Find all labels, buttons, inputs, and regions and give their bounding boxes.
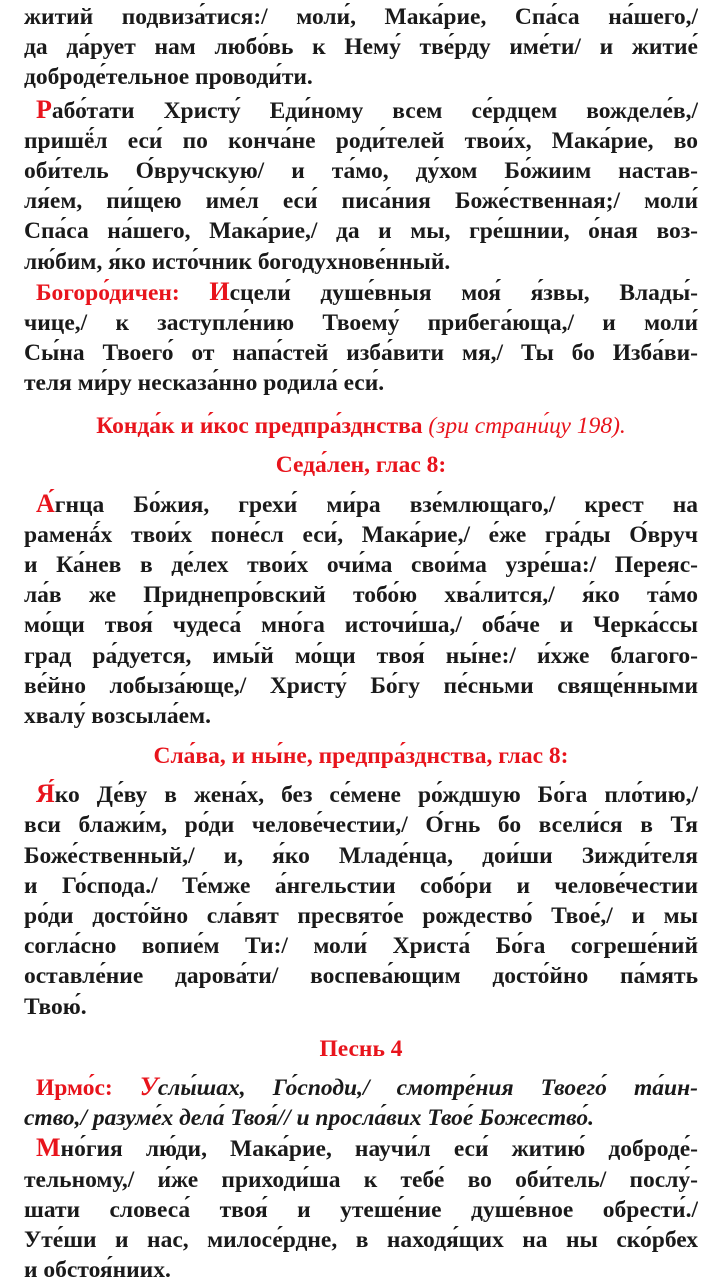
text-line: житий подвиза́тися:/ моли́, Мака́рие, Спа́са на́шего,/ [24,4,698,30]
paragraph-slava [24,779,698,1022]
text-line: пришё́л еси́ по конча́не роди́телей твои́х, Мака́рие, во [24,127,698,154]
text-line: мо́щи твоя́ чудеса́ мно́га источи́ша,/ оба́че и Черка́ссы [24,612,698,639]
pesn-heading: Песнь 4 [319,1035,403,1062]
text-line: оби́тель О́вручскую/ и та́мо, ду́хом Бо́жиим настав- [24,158,698,185]
slava-heading: Сла́ва, и ны́не, предпра́зднства, глас 8: [153,743,569,770]
page-reference: (зри страни́цу 198). [428,412,626,439]
text-line: ла́в же Приднепро́вский тобо́ю хва́лится,/ я́ко та́мо [24,582,698,609]
red-initial: У [139,1071,158,1101]
text-line: и обстоя́ниих. [24,1257,171,1284]
text-line: Мно́гия лю́ди, Мака́рие, научи́л еси́ житию́ доброде́- [36,1133,698,1163]
red-initial: М [36,1133,61,1163]
irmos-label: Ирмо́с: [36,1074,140,1101]
text-line: доброде́тельное проводи́ти. [24,64,313,91]
paragraph-bogorodichen [24,277,698,399]
text-line: град ра́дуется, имы́й мо́щи твоя́ ны́не:/ и́хже благого- [24,642,698,669]
text-line: ство,/ разуме́х дела́ Твоя́// и просла́вих Твое́ Божество́. [24,1105,594,1132]
text-line: оставле́ние дарова́ти/ воспева́ющим досто́йно па́мять [24,963,698,990]
text-line: ля́ем, пи́щею име́л еси́ писа́ния Боже́ственная;/ моли́ [24,188,698,215]
red-initial: И [209,276,230,306]
bogorodichen-label: Богоро́дичен: [36,279,210,306]
text-line: Спа́са на́шего, Мака́рие,/ да и мы, гре́шнии, о́ная воз- [24,218,698,245]
text-line: Я́ко Де́ву в жена́х, без се́мене ро́ждшую Бо́га пло́тию,/ [36,779,698,809]
paragraph-troparion [24,1133,698,1285]
text-line: вси блажи́м, ро́ди челове́честии,/ О́гнь бо всели́ся в Тя [24,812,698,839]
text-line: шати словеса́ твоя́ и утеше́ние душе́вное обрести́./ [24,1196,698,1223]
text-line: Уте́ши и нас, милосе́рдне, в находя́щих на ны ско́рбех [24,1226,698,1253]
text-line: Богоро́дичен: Исцели́ душе́вныя моя́ я́звы, Влады́- [36,276,698,306]
paragraph-2 [24,95,698,277]
text-line: раменá́х твои́х поне́сл еси́, Мака́рие,/ е́же гра́ды О́вруч [24,521,698,548]
sedalen-heading: Седа́лен, глас 8: [275,451,447,478]
red-initial: Р [36,94,52,124]
text-line: да да́рует нам любо́вь к Нему́ тве́рду име́ти/ и житие́ [24,34,698,61]
text-line: Боже́ственный,/ и, я́ко Младе́нца, дои́ши Зижди́теля [24,842,698,869]
text-line: тельному,/ и́же приходи́ша к тебе́ во оби́тель/ послу́- [24,1166,698,1193]
text-line: Сы́на Твоего́ от напа́стей изба́вити мя,/ Ты бо Изба́ви- [24,340,698,367]
text-line: согла́сно вопие́м Ти:/ моли́ Христа́ Бо́га согреше́ний [24,933,698,960]
red-initial: А́ [36,488,55,518]
text-line: А́гнца Бо́жия, грехи́ ми́ра взе́млющаго,/ крест на [36,488,698,518]
text-line: Рабо́тати Христу́ Еди́ному всем се́рдцем вожделе́в,/ [36,94,698,124]
paragraph-1 [24,0,698,93]
text-line: ве́йно лобыза́юще,/ Христу́ Бо́гу пе́сньми свяще́нными [24,672,698,699]
red-initial: Я́ [36,779,55,809]
text-line: ро́ди досто́йно сла́вят пресвято́е рождество́ Твое́,/ и мы [24,903,698,930]
text-line: теля ми́ру несказа́нно родила́ еси́. [24,370,385,397]
text-line: и Го́спода./ Те́мже а́нгельстии собо́ри и челове́честии [24,872,698,899]
kondak-heading: Конда́к и и́кос предпра́зднства (зри страни́цу 198). [96,412,626,439]
text-line: Ирмо́с: Услы́шах, Го́споди,/ смотре́ния Твоего́ та́ин- [36,1071,698,1101]
text-line: Твою́. [24,993,87,1020]
text-line: и Ка́нев в де́лех твои́х очи́ма свои́ма узре́ша:/ Переяс- [24,552,698,579]
text-line: лю́бим, я́ко исто́чник богодухнове́нный. [24,248,451,275]
text-line: хвалу́ возсыла́ем. [24,703,211,730]
paragraph-irmos [24,1072,698,1133]
paragraph-sedalen [24,489,698,732]
text-line: чице,/ к заступле́нию Твоему́ прибега́юща,/ и моли́ [24,310,698,337]
